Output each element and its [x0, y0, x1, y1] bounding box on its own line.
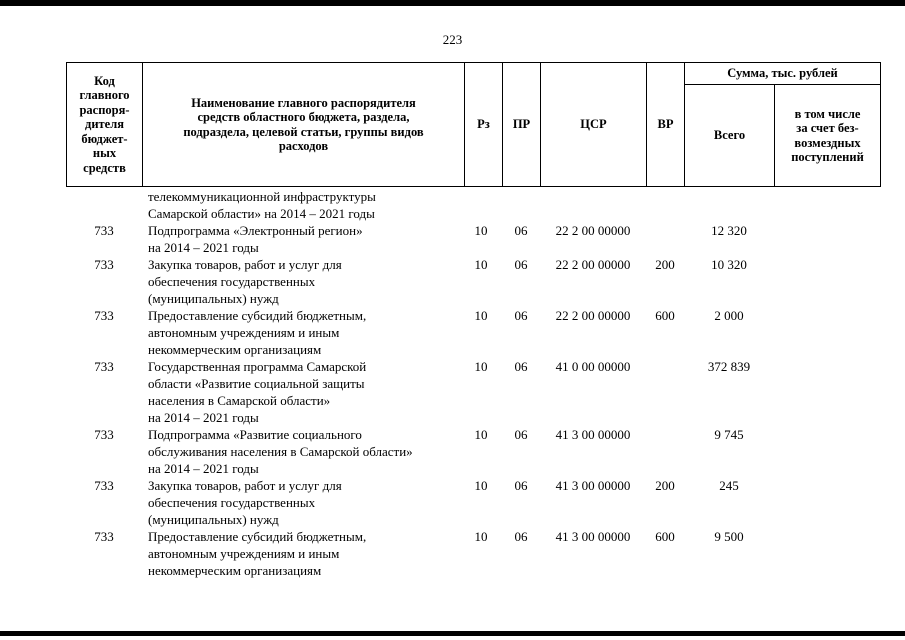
row-code: 733	[94, 529, 114, 544]
row-csr: 22 2 00 00000	[555, 257, 631, 272]
row-total: 12 320	[711, 223, 747, 238]
row-total: 10 320	[711, 257, 747, 272]
row-name: Закупка товаров, работ и услуг для обеспечения государственных (муниципальных) нужд	[148, 478, 342, 527]
row-vr: 600	[655, 308, 675, 323]
row-total: 2 000	[714, 308, 744, 323]
header-rz: Рз	[465, 63, 503, 187]
row-csr: 41 3 00 00000	[555, 478, 631, 493]
row-total: 245	[719, 478, 739, 493]
row-name: Подпрограмма «Развитие социального обслуживания населения в Самарской области» на 2014 – 2021 годы	[148, 427, 413, 476]
row-rz: 10	[474, 223, 488, 238]
row-csr: 41 3 00 00000	[555, 427, 631, 442]
row-name: Предоставление субсидий бюджетным, автономным учреждениям и иным некоммерческим организациям	[148, 308, 367, 357]
row-rz: 10	[474, 257, 488, 272]
row-rz: 10	[474, 529, 488, 544]
header-vr: ВР	[647, 63, 685, 187]
row-pr: 06	[514, 308, 528, 323]
header-pr: ПР	[503, 63, 541, 187]
top-border-rule	[0, 0, 905, 6]
row-vr: 200	[655, 257, 675, 272]
header-name: Наименование главного распорядителя средств областного бюджета, раздела, подраздела, целевой статьи, группы видов расходов	[143, 63, 465, 187]
table-row	[66, 528, 881, 579]
row-vr: 200	[655, 478, 675, 493]
row-csr: 41 3 00 00000	[555, 529, 631, 544]
row-name: Подпрограмма «Электронный регион» на 2014 – 2021 годы	[148, 223, 363, 255]
row-total: 9 500	[714, 529, 744, 544]
row-name: Закупка товаров, работ и услуг для обеспечения государственных (муниципальных) нужд	[148, 257, 342, 306]
row-rz: 10	[474, 308, 488, 323]
header-sum: Сумма, тыс. рублей	[685, 63, 881, 85]
header-csr: ЦСР	[541, 63, 647, 187]
table-body	[66, 188, 881, 579]
row-csr: 22 2 00 00000	[555, 308, 631, 323]
row-csr: 41 0 00 00000	[555, 359, 631, 374]
row-pr: 06	[514, 223, 528, 238]
row-code: 733	[94, 308, 114, 323]
row-name: телекоммуникационной инфраструктуры Самарской области» на 2014 – 2021 годы	[148, 189, 376, 221]
row-code: 733	[94, 257, 114, 272]
table-row	[66, 358, 881, 426]
header-total: Всего	[685, 85, 775, 187]
header-code: Код главного распоря- дителя бюджет- ных средств	[67, 63, 143, 187]
row-total: 9 745	[714, 427, 744, 442]
table-row	[66, 222, 881, 256]
row-code: 733	[94, 478, 114, 493]
table-row	[66, 477, 881, 528]
page-number: 223	[442, 32, 463, 47]
table-row	[66, 188, 881, 222]
row-pr: 06	[514, 529, 528, 544]
row-pr: 06	[514, 257, 528, 272]
row-rz: 10	[474, 427, 488, 442]
row-rz: 10	[474, 478, 488, 493]
table-header	[66, 62, 881, 187]
row-rz: 10	[474, 359, 488, 374]
table-row	[66, 256, 881, 307]
row-pr: 06	[514, 427, 528, 442]
row-csr: 22 2 00 00000	[555, 223, 631, 238]
row-code: 733	[94, 427, 114, 442]
header-including: в том числе за счет без- возмездных поступлений	[775, 85, 881, 187]
row-name: Предоставление субсидий бюджетным, автономным учреждениям и иным некоммерческим организациям	[148, 529, 367, 578]
row-total: 372 839	[707, 359, 751, 374]
table-row	[66, 307, 881, 358]
table-row	[66, 426, 881, 477]
bottom-border-rule	[0, 631, 905, 636]
row-pr: 06	[514, 359, 528, 374]
row-code: 733	[94, 223, 114, 238]
row-pr: 06	[514, 478, 528, 493]
row-code: 733	[94, 359, 114, 374]
row-name: Государственная программа Самарской области «Развитие социальной защиты населения в Самарской области» на 2014 – 2021 годы	[148, 359, 367, 425]
row-vr: 600	[655, 529, 675, 544]
